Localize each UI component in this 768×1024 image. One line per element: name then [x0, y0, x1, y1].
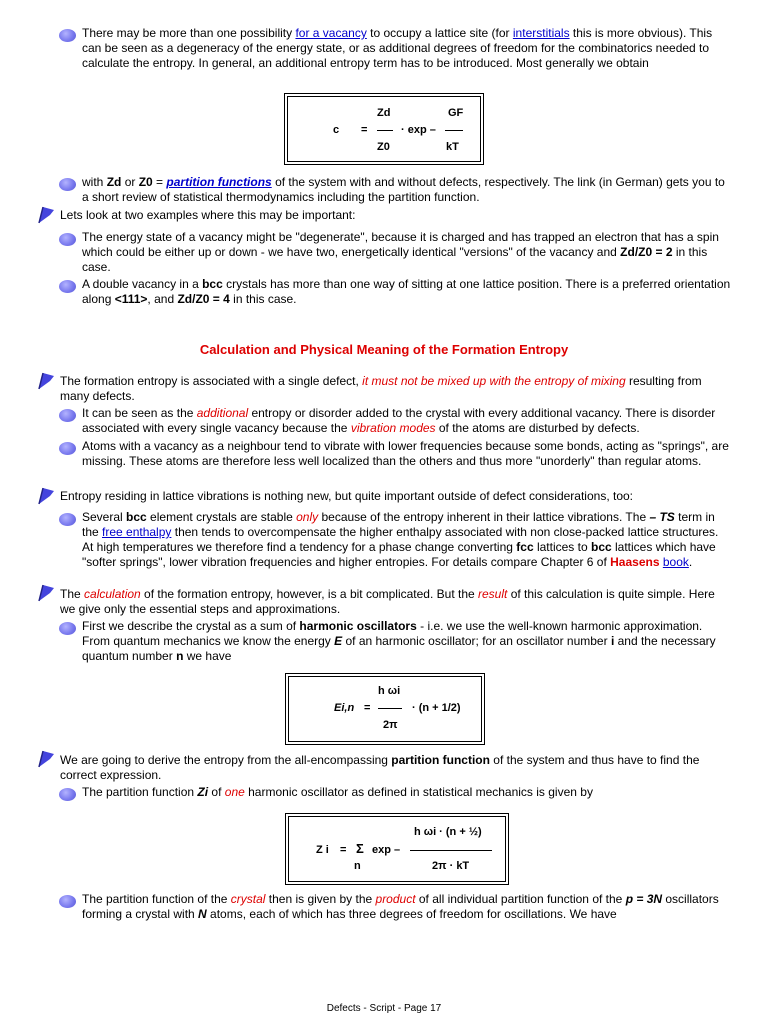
formula-c: c: [333, 124, 340, 136]
paragraph-derive-entropy: [60, 753, 726, 783]
paragraph-double-vacancy: [82, 277, 732, 307]
text: =: [152, 175, 167, 189]
text: of the formation entropy, however, is a bit complicated. But the: [140, 587, 479, 601]
bullet-icon: [59, 178, 76, 191]
paragraph-partition-functions: [82, 175, 732, 205]
text: element crystals are stable: [146, 510, 297, 524]
formula-z0: Z0: [377, 141, 390, 153]
text: oscillators forming a crystal with: [82, 892, 719, 921]
text: in this case.: [82, 245, 708, 274]
formula-2pi: 2π: [383, 719, 398, 731]
emphasis-text: product: [375, 892, 416, 906]
term-direction: <111>: [114, 292, 148, 306]
link-for-a-vacancy[interactable]: for a vacancy: [295, 26, 367, 40]
formula-equals: =: [361, 124, 368, 136]
flag-icon: [37, 750, 55, 768]
text: We are going to derive the entropy from the all-encompassing: [60, 753, 392, 767]
fraction-line: [445, 130, 463, 131]
emphasis-text: crystal: [230, 892, 266, 906]
fraction-line: [410, 850, 492, 851]
text: , and: [147, 292, 178, 306]
text: lattices which have "softer springs", lower vibration frequencies and higher entropies. For details compare Chapter 6 of: [82, 540, 716, 569]
link-free-enthalpy[interactable]: free enthalpy: [102, 525, 172, 539]
text: The partition function: [82, 785, 198, 799]
text: in this case.: [229, 292, 297, 306]
term-bcc: bcc: [126, 510, 147, 524]
text: this is more obvious). This can be seen as a degeneracy of the energy state, or as additional degrees of freedom for the combinatorics needed to calculate the entropy. In general, an additional entropy term has to be introduced. Most generally we obtain: [82, 26, 713, 70]
bullet-icon: [59, 513, 76, 526]
bullet-icon: [59, 29, 76, 42]
text: The: [60, 587, 85, 601]
formula-sigma: Σ: [356, 841, 364, 856]
formula-concentration-box: [284, 93, 484, 165]
symbol-zi: Zi: [197, 785, 209, 799]
emphasis-text: only: [296, 510, 319, 524]
text: Several: [82, 510, 127, 524]
formula-kt: kT: [446, 141, 459, 153]
formula-partition-sum-box: [285, 813, 509, 885]
symbol-zd: Zd: [106, 175, 122, 189]
term-harmonic-oscillators: harmonic oscillators: [299, 619, 417, 633]
bullet-icon: [59, 442, 76, 455]
text: with: [82, 175, 107, 189]
text: we have: [183, 649, 232, 663]
paragraph-additional-entropy: [82, 406, 732, 436]
flag-icon: [37, 206, 55, 224]
text: There may be more than one possibility: [82, 26, 296, 40]
symbol-n: n: [176, 649, 184, 663]
text: .: [688, 555, 693, 569]
paragraph-calculation: [60, 587, 726, 617]
formula-equals: =: [364, 702, 371, 714]
link-partition-functions[interactable]: partition functions: [166, 175, 272, 189]
symbol-p3n: p = 3N: [625, 892, 663, 906]
ratio-4: Zd/Z0 = 4: [177, 292, 230, 306]
emphasis-text: additional: [196, 406, 249, 420]
paragraph-degeneracy: [82, 26, 732, 71]
link-interstitials[interactable]: interstitials: [512, 26, 570, 40]
formula-exp: exp –: [372, 844, 401, 856]
text: atoms, each of which has three degrees of freedom for oscillations. We have: [206, 907, 617, 921]
link-book[interactable]: book: [662, 555, 689, 569]
bullet-icon: [59, 280, 76, 293]
bullet-icon: [59, 622, 76, 635]
bullet-icon: [59, 233, 76, 246]
text: It can be seen as the: [82, 406, 197, 420]
symbol-n: N: [198, 907, 207, 921]
formula-index-n: n: [354, 860, 361, 872]
formula-zd: Zd: [377, 107, 391, 119]
text: lattices to: [533, 540, 591, 554]
author-haasen: Haasens: [610, 555, 660, 569]
text: The partition function of the: [82, 892, 231, 906]
text: - i.e. we use the well-known harmonic approximation. From quantum mechanics we know the energy: [82, 619, 703, 648]
text: to occupy a lattice site (for: [366, 26, 513, 40]
text: The formation entropy is associated with a single defect,: [60, 374, 363, 388]
term-bcc: bcc: [590, 540, 612, 554]
paragraph-two-examples: Lets look at two examples where this may be important:: [60, 208, 356, 222]
formula-h-omega: h ωi: [378, 685, 401, 697]
formula-equals: =: [340, 844, 347, 856]
emphasis-text: calculation: [84, 587, 141, 601]
text: entropy or disorder added to the crystal with every additional vacancy. There is disorder associated with every single vacancy because the: [82, 406, 716, 435]
formula-gf: GF: [448, 107, 464, 119]
emphasis-text: one: [224, 785, 245, 799]
text: crystals has more than one way of sitting at one lattice position. There is a preferred orientation along: [82, 277, 731, 306]
text: and the necessary quantum number: [82, 634, 716, 663]
text: term in the: [82, 510, 715, 539]
term-fcc: fcc: [516, 540, 534, 554]
paragraph-harmonic-oscillators: [82, 619, 732, 664]
text: of the atoms are disturbed by defects.: [435, 421, 640, 435]
bullet-icon: [59, 788, 76, 801]
text: of: [208, 785, 225, 799]
paragraph-lattice-vibrations: Entropy residing in lattice vibrations is nothing new, but quite important outside of defect considerations, too:: [60, 489, 633, 503]
text: or: [121, 175, 139, 189]
text: harmonic oscillator as defined in statistical mechanics is given by: [244, 785, 593, 799]
text: of the system and thus have to find the correct expression.: [60, 753, 700, 782]
text: First we describe the crystal as a sum of: [82, 619, 300, 633]
fraction-line: [378, 708, 402, 709]
symbol-e: E: [334, 634, 343, 648]
paragraph-vibrating-atoms: Atoms with a vacancy as a neighbour tend to vibrate with lower frequencies because some bonds, acting as "springs", are missing. These atoms are therefore less well localized than the others and thus more "unorderly" than regular atoms.: [82, 439, 729, 468]
formula-exp: · exp –: [401, 124, 436, 136]
text: of this calculation is quite simple. Here we give only the essential steps and approximations.: [60, 587, 715, 616]
term-bcc: bcc: [202, 277, 223, 291]
formula-oscillator-energy-box: [285, 673, 485, 745]
text: then tends to overcompensate the higher enthalpy associated with non close-packed lattice structures. At high temperatures we therefore find a tendency for a phase change converting: [82, 525, 719, 554]
emphasis-text: it must not be mixed up with the entropy of mixing: [362, 374, 626, 388]
bullet-icon: [59, 409, 76, 422]
text: of the system with and without defects, respectively. The link (in German) gets you to a short review of statistical thermodynamics including the partition function.: [82, 175, 725, 204]
paragraph-degenerate-vacancy: [82, 230, 732, 275]
paragraph-formation-entropy: [60, 374, 726, 404]
formula-denominator: 2π · kT: [432, 860, 470, 872]
term-ts: – TS: [649, 510, 675, 524]
formula-zi: Z i: [316, 844, 329, 856]
term-partition-function: partition function: [391, 753, 490, 767]
text: A double vacancy in a: [82, 277, 203, 291]
formula-rhs: · (n + 1/2): [412, 702, 461, 714]
flag-icon: [37, 487, 55, 505]
emphasis-text: result: [478, 587, 508, 601]
flag-icon: [37, 584, 55, 602]
fraction-line: [377, 130, 393, 131]
ratio-2: Zd/Z0 = 2: [620, 245, 673, 259]
paragraph-bcc-stability: [82, 510, 732, 570]
text: because of the entropy inherent in their lattice vibrations. The: [318, 510, 650, 524]
formula-numerator: h ωi · (n + ½): [414, 826, 482, 838]
text: resulting from many defects.: [60, 374, 702, 403]
section-heading: Calculation and Physical Meaning of the Formation Entropy: [199, 342, 569, 357]
formula-ein: Ei,n: [334, 702, 355, 714]
text: of all individual partition function of the: [415, 892, 626, 906]
emphasis-text: vibration modes: [350, 421, 436, 435]
text: then is given by the: [265, 892, 376, 906]
flag-icon: [37, 372, 55, 390]
symbol-z0: Z0: [138, 175, 153, 189]
paragraph-single-oscillator: [82, 785, 732, 800]
text: The energy state of a vacancy might be "degenerate", because it is charged and has trapped an electron that has a spin which could be either up or down - we have two, energetically identical "versions" of the vacancy and: [82, 230, 719, 259]
text: of an harmonic oscillator; for an oscillator number: [342, 634, 611, 648]
page-footer: Defects - Script - Page 17: [326, 1003, 442, 1014]
paragraph-crystal-partition: [82, 892, 732, 922]
symbol-i: i: [610, 634, 615, 648]
bullet-icon: [59, 895, 76, 908]
